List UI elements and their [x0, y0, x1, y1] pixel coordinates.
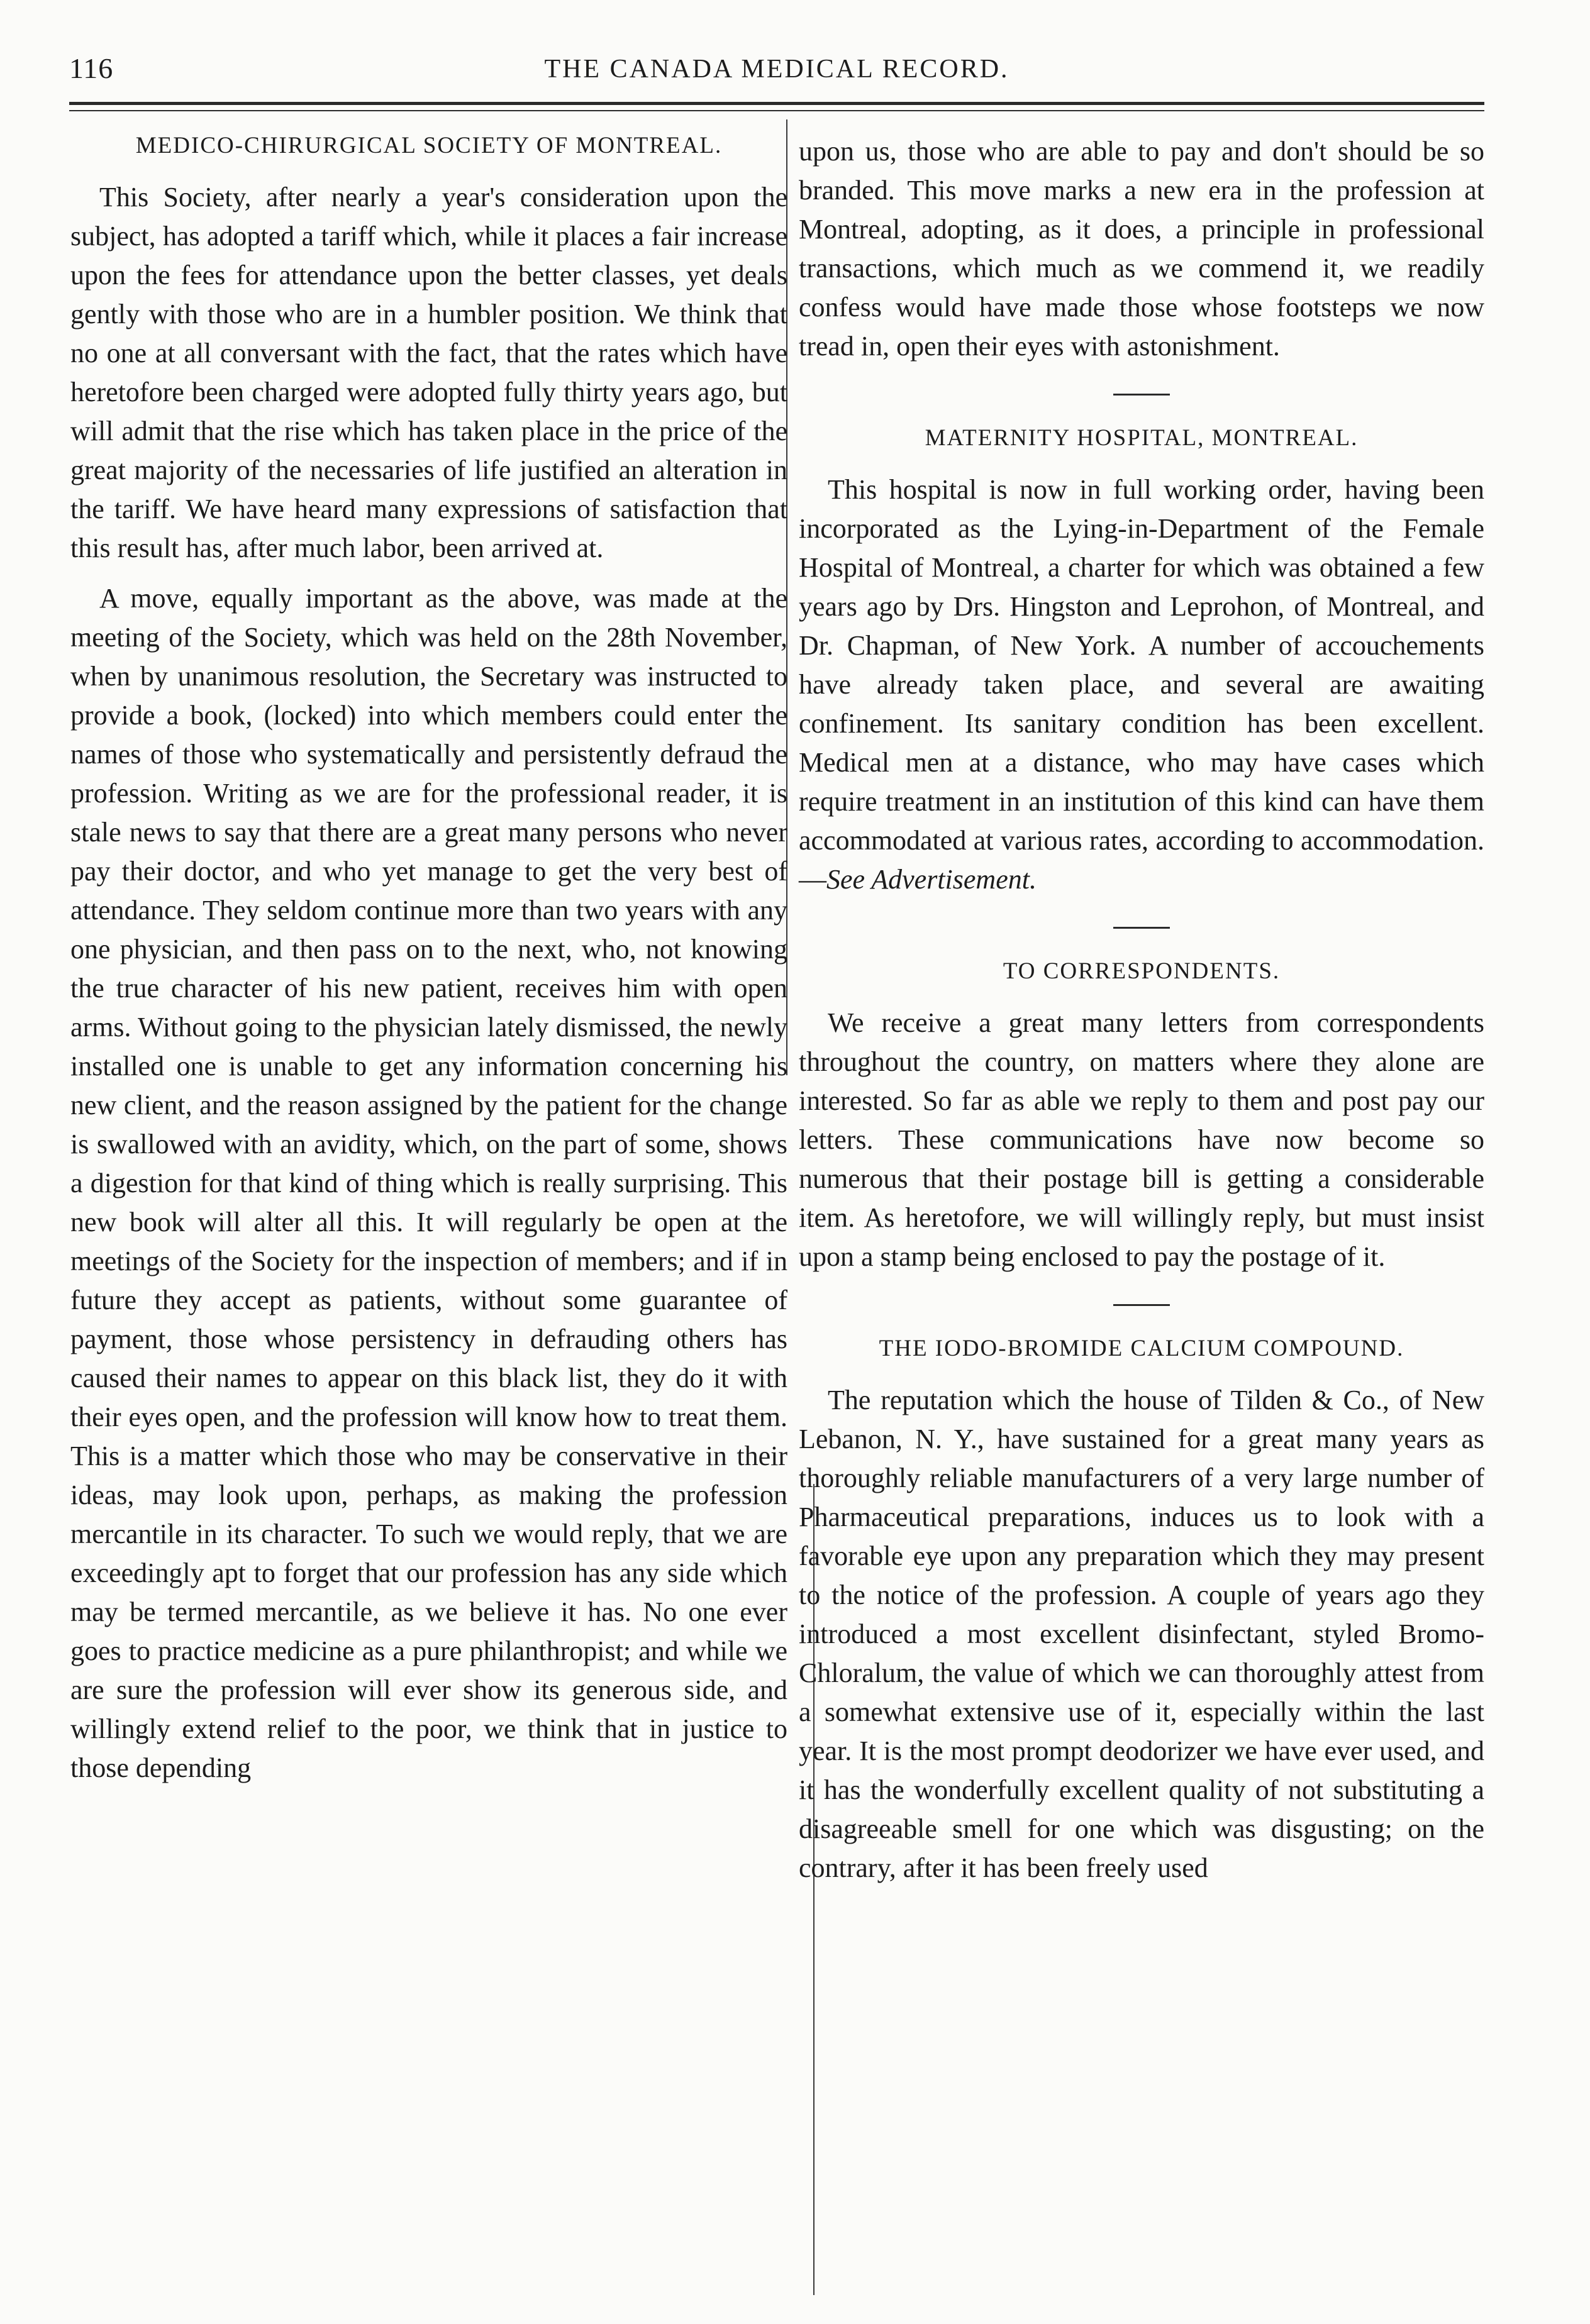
article-title-maternity-hospital: MATERNITY HOSPITAL, MONTREAL.: [925, 425, 1359, 451]
section-separator: [1113, 927, 1170, 929]
running-head: [69, 52, 1484, 96]
section-separator: [1113, 1304, 1170, 1306]
article-paragraph: A move, equally important as the above, was made at the meeting of the Society, which was held on the 28th November, when by unanimous resolution, the Secretary was instructed to provide a book, (locked) into which members could enter the names of those who systematically and persistently defraud the profession. Writing as we are for the professional reader, it is stale news to say that there are a great many persons who never pay their doctor, and who yet manage to get the very best of attendance. They seldom continue more than two years with any one physician, and then pass on to the next, who, not knowing the true character of his new patient, receives him with open arms. Without going to the physician lately dismissed, the newly installed one is unable to get any information concerning his new client, and the reason assigned by the patient for the change is swallowed with an avidity, which, on the part of some, shows a digestion for that kind of thing which is really surprising. This new book will alter all this. It will regularly be open at the meetings of the Society for the inspection of members; and if in future they accept as patients, without some guarantee of payment, those whose persistency in defrauding others has caused their names to appear on this black list, they do it with their eyes open, and the profession will know how to treat them. This is a matter which those who may be conservative in their ideas, may look upon, perhaps, as making the profession mercantile in its character. To such we would reply, that we are exceedingly apt to forget that our profession has any side which may be termed mercantile, as we believe it has. No one ever goes to practice medicine as a pure philanthropist; and while we are sure the profession will ever show its generous side, and willingly extend relief to the poor, we think that in justice to those depending: [70, 583, 787, 1783]
see-advertisement-note: See Advertisement.: [826, 864, 1037, 895]
article-paragraph: This Society, after nearly a year's consideration upon the subject, has adopted a tariff which, while it places a fair increase upon the fees for attendance upon the better classes, yet deals gently with those who are in a humbler position. We think that no one at all conversant with the fact, that the rates which have heretofore been charged were adopted fully thirty years ago, but will admit that the rise which has taken place in the price of the great majority of the necessaries of life justified an alteration in the tariff. We have heard many expressions of satisfaction that this result has, after much labor, been arrived at.: [70, 182, 787, 563]
article-paragraph-continued: upon us, those who are able to pay and don't should be so branded. This move marks a new era in the profession at Montreal, adopting, as it does, a principle in professional transactions, which much as we commend it, we readily confess would have made those whose footsteps we now tread in, open their eyes with astonishment.: [799, 136, 1484, 362]
journal-title: THE CANADA MEDICAL RECORD.: [544, 55, 1009, 84]
page-number: 116: [69, 52, 114, 84]
left-column: [70, 132, 787, 1799]
article-title-iodo-bromide: THE IODO-BROMIDE CALCIUM COMPOUND.: [879, 1336, 1404, 1361]
article-paragraph: [799, 470, 1484, 899]
header-rule-thin: [69, 110, 1484, 111]
article-paragraph: The reputation which the house of Tilden & Co., of New Lebanon, N. Y., have sustained for a great many years as thoroughly reliable manufacturers of a very large number of Pharmaceutical preparations, induces us to look with a favorable eye upon any preparation which they may present to the notice of the profession. A couple of years ago they introduced a most excellent disinfectant, styled Bromo-Chloralum, the value of which we can thoroughly attest from a somewhat extensive use of it, especially within the last year. It is the most prompt deodorizer we have ever used, and it has the wonderfully excellent quality of not substituting a disagreeable smell for one which was disgusting; on the contrary, after it has been freely used: [799, 1385, 1484, 1883]
section-separator: [1113, 394, 1170, 396]
article-title-medico-chirurgical: MEDICO-CHIRURGICAL SOCIETY OF MONTREAL.: [135, 133, 723, 158]
header-rule-thick: [69, 102, 1484, 105]
right-column: [799, 132, 1484, 1899]
maternity-paragraph-text: This hospital is now in full working order, having been incorporated as the Lying-in-Department of the Female Hospital of Montreal, a charter for which was obtained a few years ago by Drs. Hingston and Leprohon, of Montreal, and Dr. Chapman, of New York. A number of accouchements have already taken place, and several are awaiting confinement. Its sanitary condition has been excellent. Medical men at a distance, who may have cases which require treatment in an institution of this kind can have them accommodated at various rates, according to accommodation.—: [799, 474, 1484, 895]
article-paragraph: We receive a great many letters from correspondents throughout the country, on matters where they alone are interested. So far as able we reply to them and post pay our letters. These communications have now become so numerous that their postage bill is getting a considerable item. As heretofore, we will willingly reply, but must insist upon a stamp being enclosed to pay the postage of it.: [799, 1007, 1484, 1272]
article-title-to-correspondents: TO CORRESPONDENTS.: [1003, 958, 1281, 984]
